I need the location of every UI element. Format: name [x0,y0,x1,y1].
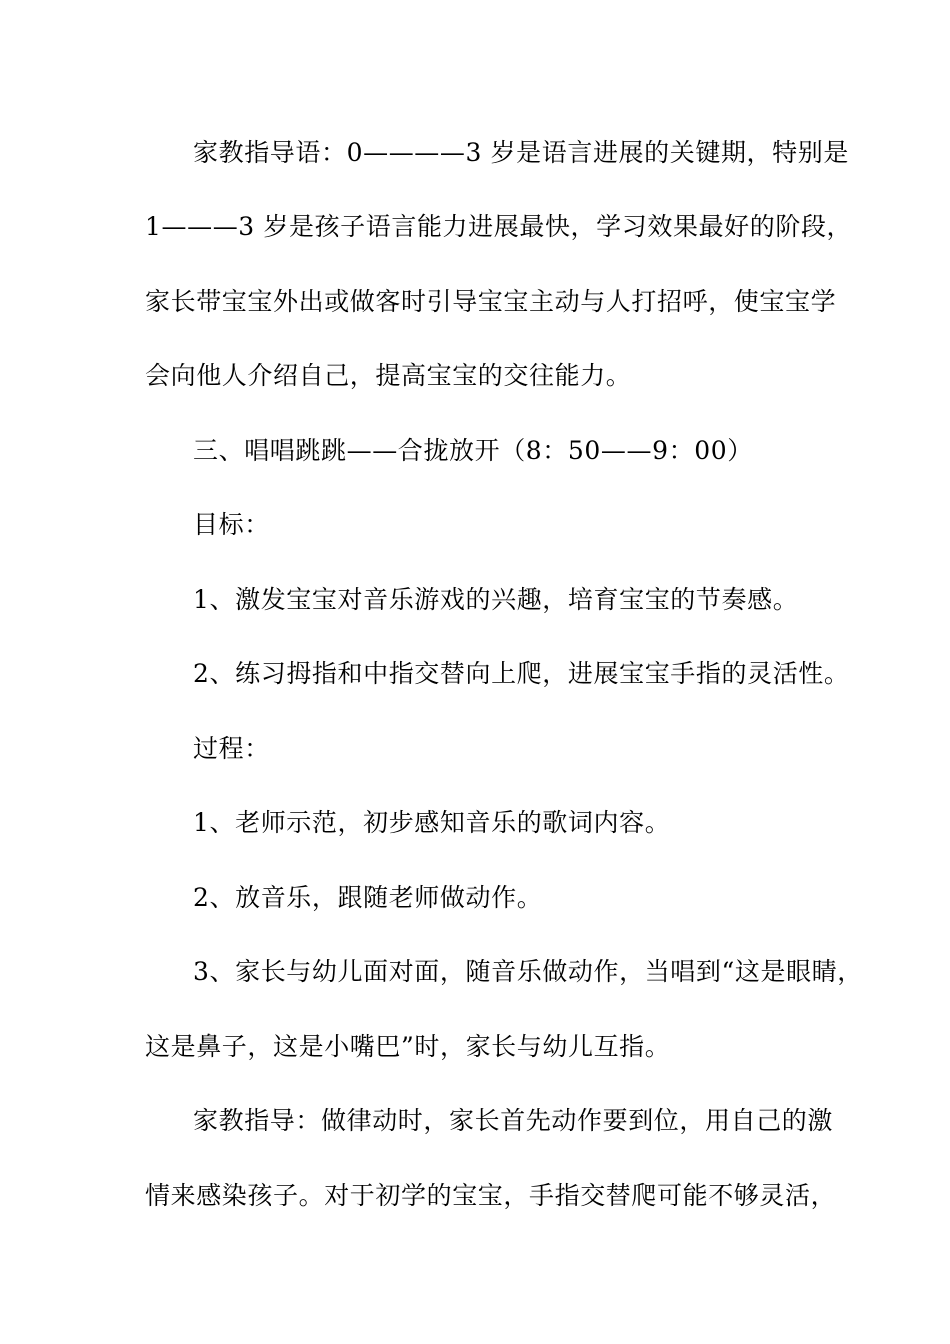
goal-item-1: 1、激发宝宝对音乐游戏的兴趣，培育宝宝的节奏感。 [193,585,799,614]
process-label: 过程： [193,734,270,763]
paragraph-guidance-line-1: 家教指导语：0————3 岁是语言进展的关键期，特别是 [193,138,849,167]
parent-guidance-line-1: 家教指导：做律动时，家长首先动作要到位，用自己的激 [193,1106,834,1135]
section-heading: 三、唱唱跳跳——合拢放开（8：50——9：00） [193,436,753,465]
process-item-3-line-2: 这是鼻子，这是小嘴巴”时，家长与幼儿互指。 [145,1032,671,1061]
goal-item-2: 2、练习拇指和中指交替向上爬，进展宝宝手指的灵活性。 [193,659,850,688]
paragraph-guidance-line-3: 家长带宝宝外出或做客时引导宝宝主动与人打招呼，使宝宝学 [145,287,837,316]
parent-guidance-line-2: 情来感染孩子。对于初学的宝宝，手指交替爬可能不够灵活， [145,1181,837,1210]
process-item-1: 1、老师示范，初步感知音乐的歌词内容。 [193,808,671,837]
process-item-2: 2、放音乐，跟随老师做动作。 [193,883,543,912]
paragraph-guidance-line-4: 会向他人介绍自己，提高宝宝的交往能力。 [145,361,632,390]
paragraph-guidance-line-2: 1———3 岁是孩子语言能力进展最快，学习效果最好的阶段， [145,212,853,241]
process-item-3-line-1: 3、家长与幼儿面对面，随音乐做动作，当唱到“这是眼睛， [193,957,863,986]
goals-label: 目标： [193,510,270,539]
